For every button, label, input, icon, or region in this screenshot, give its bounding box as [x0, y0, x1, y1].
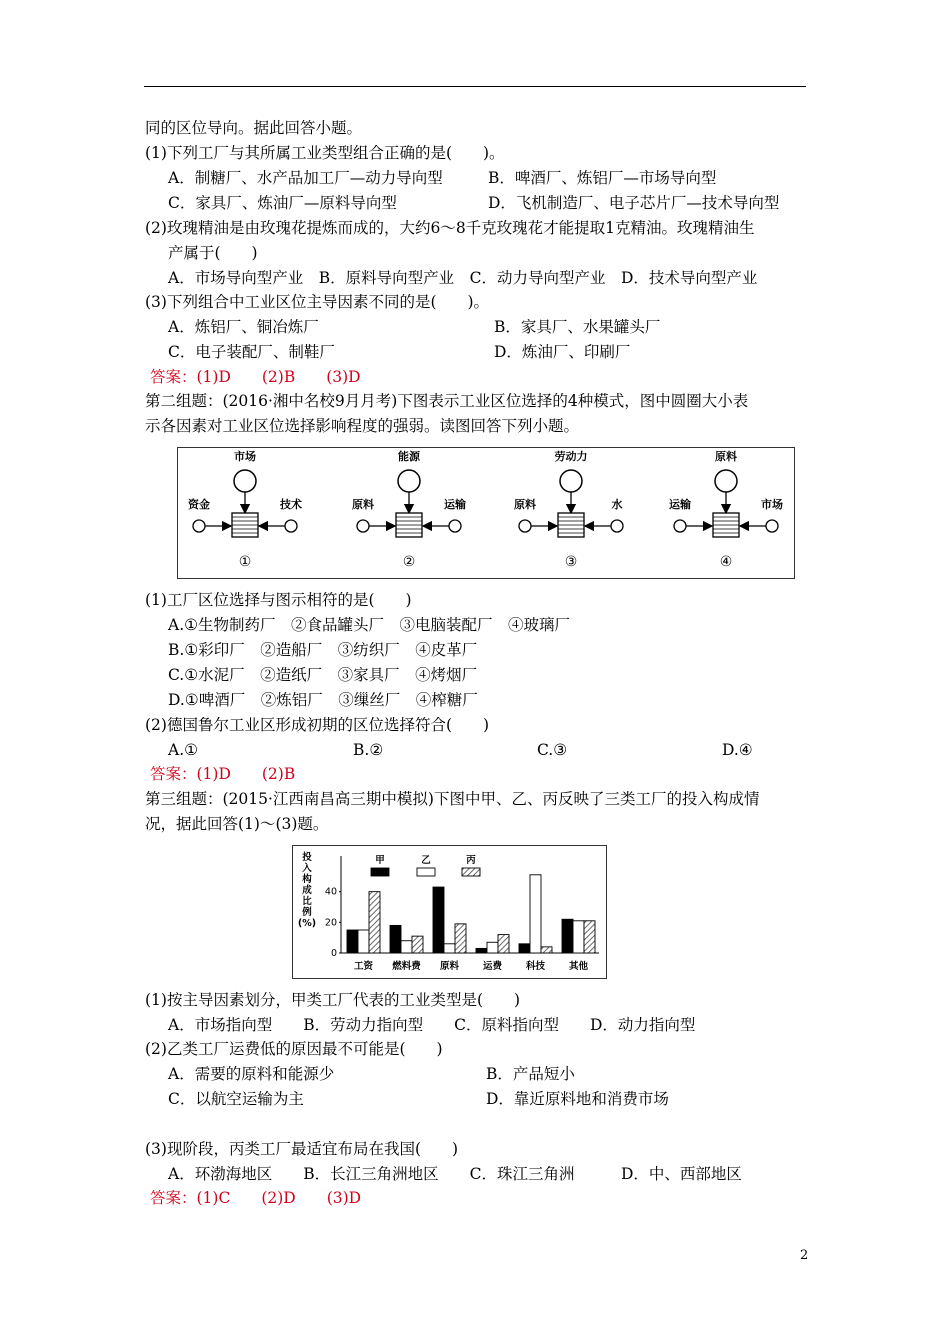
bar-丙-运费 [498, 935, 509, 953]
category-label: 工资 [353, 961, 374, 972]
factor-circle [193, 520, 205, 532]
y-axis-label: 投 [302, 852, 312, 863]
bar-乙-原料 [444, 944, 455, 953]
text-line: (1)按主导因素划分，甲类工厂代表的工业类型是( ) [145, 991, 521, 1009]
text-line: A．市场导向型产业 B．原料导向型产业 C．动力导向型产业 D．技术导向型产业 [168, 269, 758, 287]
chart-canvas [293, 846, 606, 978]
factor-circle [449, 520, 461, 532]
text-line: C.③ [537, 741, 568, 759]
factor-label-left: 原料 [352, 498, 374, 511]
bar-丙-工资 [369, 892, 380, 953]
text-line: (3)下列组合中工业区位主导因素不同的是( )。 [145, 293, 490, 311]
text-line: (2)乙类工厂运费低的原因最不可能是( ) [145, 1040, 443, 1058]
text-line: D．飞机制造厂、电子芯片厂—技术导向型 [488, 194, 780, 212]
bar-丙-燃料费 [412, 936, 423, 953]
text-line: (1)工厂区位选择与图示相符的是( ) [145, 591, 412, 609]
y-tick-label: 40 [324, 886, 337, 898]
answer-line: 答案：(1)C (2)D (3)D [150, 1189, 362, 1207]
answer-line: 答案：(1)D (2)B (3)D [150, 368, 361, 386]
panel-number: ① [238, 554, 252, 570]
y-axis-label: (%) [297, 918, 317, 929]
text-line: C.①水泥厂 ②造纸厂 ③家具厂 ④烤烟厂 [168, 666, 478, 684]
text-line: D.④ [722, 741, 753, 759]
text-line: D．炼油厂、印刷厂 [494, 343, 631, 361]
text-line: A．制糖厂、水产品加工厂—动力导向型 [168, 169, 443, 187]
location-model-diagram [177, 447, 795, 579]
y-tick-label: 20 [324, 917, 337, 929]
y-axis-label: 成 [302, 885, 312, 896]
bar-甲-工资 [347, 930, 358, 953]
text-line: D．靠近原料地和消费市场 [486, 1090, 669, 1108]
factor-circle [674, 520, 686, 532]
factor-label-right: 市场 [761, 498, 783, 511]
text-line: 产属于( ) [168, 244, 258, 262]
text-line: A．炼铝厂、铜冶炼厂 [168, 318, 319, 336]
text-line: D.①啤酒厂 ②炼铝厂 ③缫丝厂 ④榨糖厂 [168, 691, 478, 709]
factor-label-right: 水 [611, 498, 623, 511]
bar-甲-科技 [519, 944, 530, 953]
bar-甲-燃料费 [390, 925, 401, 953]
legend-label: 丙 [466, 855, 476, 866]
factor-circle [234, 470, 256, 492]
text-line: A．环渤海地区 B．长江三角洲地区 C．珠江三角洲 D．中、西部地区 [168, 1165, 742, 1183]
text-line: B．啤酒厂、炼铝厂—市场导向型 [488, 169, 717, 187]
factor-circle [611, 520, 623, 532]
y-axis-label: 比 [302, 896, 312, 907]
factor-label-right: 运输 [444, 498, 466, 511]
y-axis-label: 入 [302, 863, 312, 874]
diagram-panel [188, 449, 302, 570]
bar-乙-运费 [487, 942, 498, 953]
legend-label: 乙 [421, 855, 431, 866]
diagram-canvas [178, 448, 794, 578]
text-line: 示各因素对工业区位选择影响程度的强弱。读图回答下列小题。 [145, 417, 580, 435]
factor-circle [357, 520, 369, 532]
panel-number: ③ [564, 554, 578, 570]
text-line: 第三组题：(2015·江西南昌高三期中模拟)下图中甲、乙、丙反映了三类工厂的投入构成情 [145, 790, 760, 808]
text-line: A.①生物制药厂 ②食品罐头厂 ③电脑装配厂 ④玻璃厂 [168, 616, 571, 634]
diagram-panel [669, 449, 783, 570]
text-line: C．电子装配厂、制鞋厂 [168, 343, 335, 361]
text-line: A．需要的原料和能源少 [168, 1065, 335, 1083]
text-line: B.② [353, 741, 384, 759]
text-line: (3)现阶段，丙类工厂最适宜布局在我国( ) [145, 1140, 459, 1158]
text-line: (2)玫瑰精油是由玫瑰花提炼而成的，大约6～8千克玫瑰花才能提取1克精油。玫瑰精油生 [145, 219, 755, 237]
y-axis-label: 构 [302, 874, 312, 885]
bar-乙-科技 [530, 875, 541, 953]
text-line: A．市场指向型 B．劳动力指向型 C．原料指向型 D．动力指向型 [168, 1016, 696, 1034]
factor-circle [766, 520, 778, 532]
y-tick-label: 0 [330, 948, 337, 959]
factor-label-left: 资金 [188, 498, 210, 511]
text-line: B．产品短小 [486, 1065, 575, 1083]
legend-swatch [462, 868, 480, 876]
diagram-panel [514, 449, 623, 570]
text-line: C．家具厂、炼油厂—原料导向型 [168, 194, 397, 212]
factor-circle [398, 470, 420, 492]
bar-甲-原料 [433, 887, 444, 953]
factor-label-top: 原料 [715, 450, 737, 463]
page-number: 2 [800, 1248, 809, 1263]
factor-label-top: 市场 [234, 450, 256, 463]
text-line: B．家具厂、水果罐头厂 [494, 318, 661, 336]
text-line: (2)德国鲁尔工业区形成初期的区位选择符合( ) [145, 716, 490, 734]
factor-label-right: 技术 [280, 498, 302, 511]
text-line: 同的区位导向。据此回答小题。 [145, 119, 363, 137]
header-rule [144, 86, 806, 87]
factor-circle [715, 470, 737, 492]
bar-甲-运费 [476, 948, 487, 953]
input-structure-chart [292, 845, 607, 979]
text-line: 况，据此回答(1)～(3)题。 [145, 815, 329, 833]
bar-乙-工资 [358, 930, 369, 953]
factor-circle [519, 520, 531, 532]
bar-甲-其他 [562, 919, 573, 953]
legend-swatch [371, 868, 389, 876]
category-label: 科技 [525, 961, 546, 972]
panel-number: ④ [719, 554, 733, 570]
text-line: (1)下列工厂与其所属工业类型组合正确的是( )。 [145, 144, 505, 162]
text-line: C．以航空运输为主 [168, 1090, 304, 1108]
answer-line: 答案：(1)D (2)B [150, 765, 296, 783]
factor-circle [560, 470, 582, 492]
panel-number: ② [402, 554, 416, 570]
legend-swatch [417, 868, 435, 876]
factor-label-top: 能源 [398, 450, 420, 463]
category-label: 原料 [439, 961, 460, 972]
category-label: 运费 [482, 961, 503, 972]
factor-label-top: 劳动力 [554, 450, 588, 463]
legend-label: 甲 [375, 855, 385, 866]
factor-label-left: 运输 [669, 498, 691, 511]
bar-丙-科技 [541, 947, 552, 953]
diagram-panel [352, 449, 466, 570]
bar-丙-原料 [455, 924, 466, 953]
bar-丙-其他 [584, 921, 595, 953]
bar-乙-燃料费 [401, 941, 412, 953]
y-axis-label: 例 [302, 907, 312, 918]
text-line: A.① [168, 741, 199, 759]
text-line: B.①彩印厂 ②造船厂 ③纺织厂 ④皮革厂 [168, 641, 478, 659]
factor-circle [285, 520, 297, 532]
text-line: 第二组题：(2016·湘中名校9月月考)下图表示工业区位选择的4种模式，图中圆圈大小表 [145, 392, 749, 410]
bar-乙-其他 [573, 921, 584, 953]
factor-label-left: 原料 [514, 498, 536, 511]
category-label: 其他 [568, 961, 589, 972]
category-label: 燃料费 [392, 961, 421, 972]
